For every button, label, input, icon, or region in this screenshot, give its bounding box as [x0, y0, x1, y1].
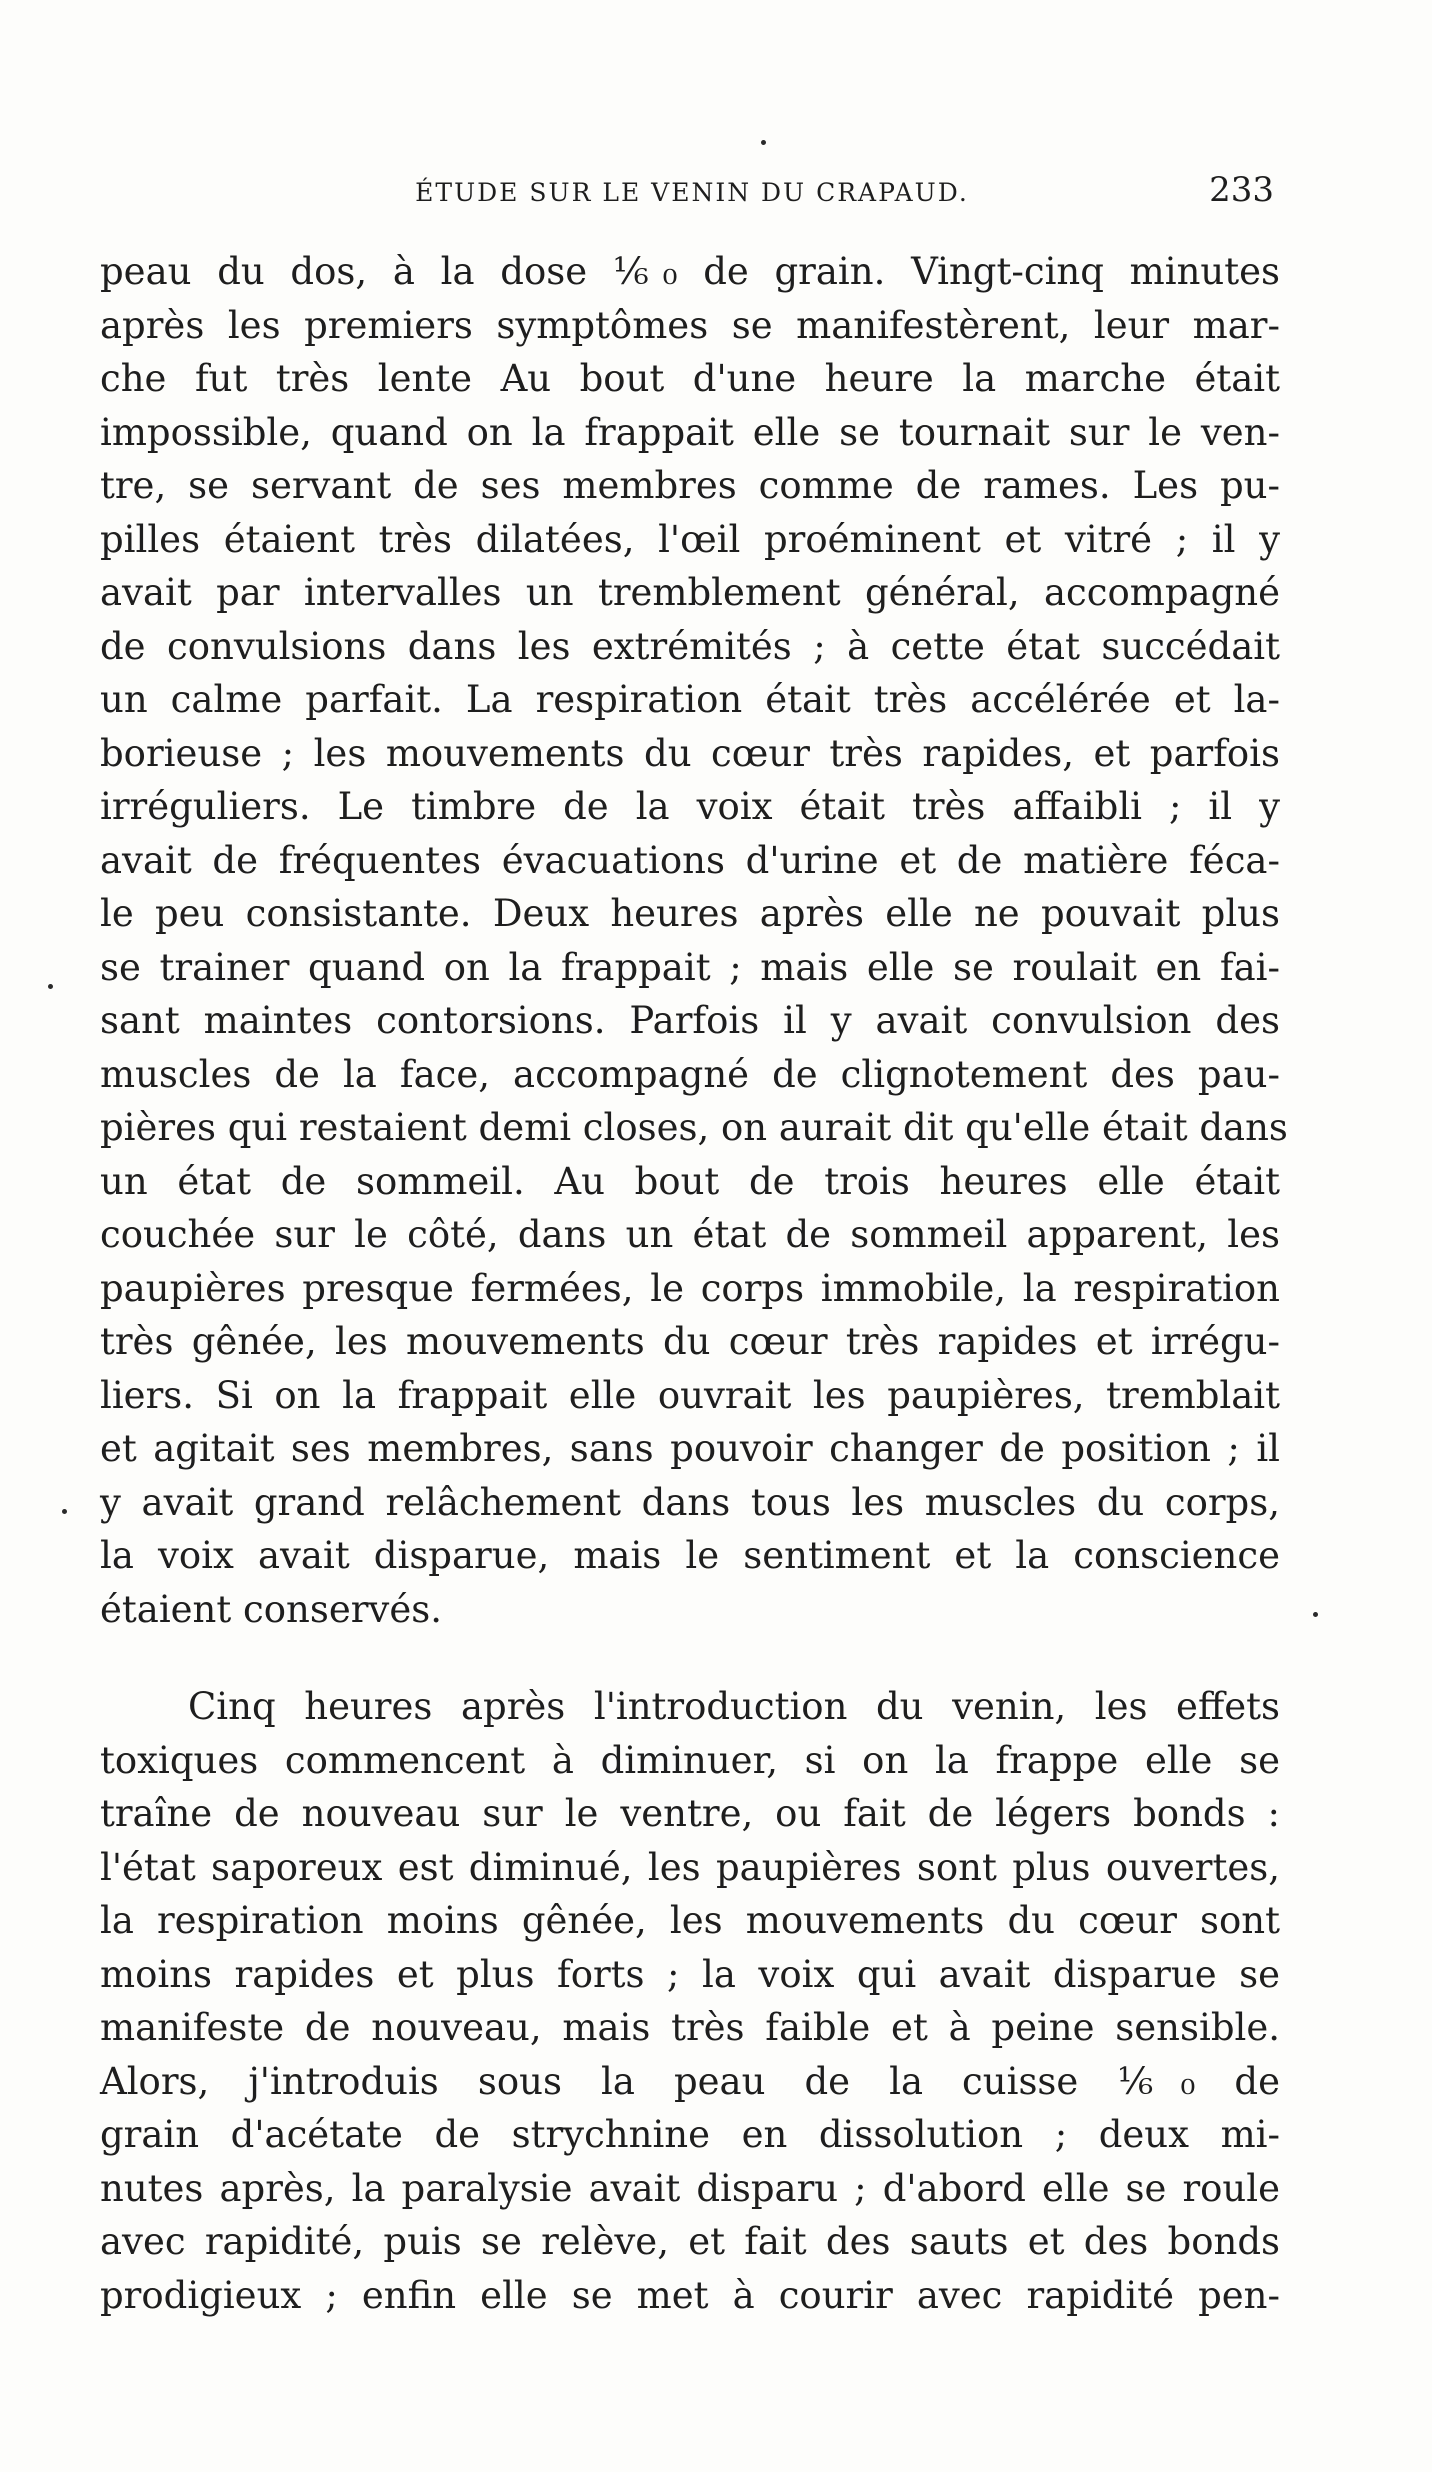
text-line: se trainer quand on la frappait ; mais elle se roulait en fai- — [100, 945, 1280, 989]
text-line: impossible, quand on la frappait elle se tournait sur le ven- — [100, 410, 1280, 454]
paragraph-2 — [100, 1680, 1280, 2322]
page-header — [96, 170, 1288, 222]
text-line: la respiration moins gênée, les mouvements du cœur sont — [100, 1899, 1280, 1942]
margin-speck — [62, 1509, 67, 1514]
text-line: irréguliers. Le timbre de la voix était très affaibli ; il y — [100, 785, 1280, 828]
text-line: traîne de nouveau sur le ventre, ou fait de légers bonds : — [100, 1792, 1280, 1835]
text-line: muscles de la face, accompagné de clignotement des pau- — [100, 1052, 1280, 1096]
text-line: couchée sur le côté, dans un état de sommeil apparent, les — [100, 1213, 1280, 1256]
text-line: pières qui restaient demi closes, on aurait dit qu'elle était dans — [100, 1106, 1288, 1149]
text-line: de convulsions dans les extrémités ; à cette état succédait — [100, 624, 1280, 668]
running-title: ÉTUDE SUR LE VENIN DU CRAPAUD. — [415, 178, 969, 207]
text-line: prodigieux ; enfin elle se met à courir avec rapidité pen- — [100, 2273, 1280, 2317]
text-line: che fut très lente Au bout d'une heure la marche était — [100, 357, 1280, 400]
body-text — [100, 245, 1288, 2322]
text-line: la voix avait disparue, mais le sentiment et la conscience — [100, 1534, 1280, 1577]
text-line: un état de sommeil. Au bout de trois heures elle était — [100, 1159, 1280, 1203]
text-line: toxiques commencent à diminuer, si on la frappe elle se — [100, 1738, 1280, 1782]
page-number: 233 — [1209, 170, 1274, 210]
text-line: l'état saporeux est diminué, les paupières sont plus ouvertes, — [100, 1845, 1280, 1889]
text-line: avait par intervalles un tremblement général, accompagné — [100, 571, 1280, 614]
text-line: y avait grand relâchement dans tous les muscles du corps, — [100, 1480, 1280, 1524]
text-line: liers. Si on la frappait elle ouvrait les paupières, tremblait — [100, 1373, 1280, 1417]
text-line: manifeste de nouveau, mais très faible et à peine sensible. — [100, 2006, 1280, 2049]
margin-speck — [48, 984, 53, 989]
text-line: Cinq heures après l'introduction du venin, les effets — [188, 1685, 1280, 1728]
text-line: grain d'acétate de strychnine en dissolution ; deux mi- — [100, 2113, 1280, 2156]
text-line: étaient conservés. — [100, 1587, 442, 1631]
text-line: sant maintes contorsions. Parfois il y avait convulsion des — [100, 999, 1280, 1042]
text-line: moins rapides et plus forts ; la voix qui avait disparue se — [100, 1952, 1280, 1996]
text-line: très gênée, les mouvements du cœur très rapides et irrégu- — [100, 1320, 1280, 1363]
text-line: pilles étaient très dilatées, l'œil proéminent et vitré ; il y — [100, 517, 1280, 561]
text-line: peau du dos, à la dose ⅙₀ de grain. Vingt-cinq minutes — [100, 250, 1280, 293]
text-line: nutes après, la paralysie avait disparu ; d'abord elle se roule — [100, 2166, 1280, 2210]
margin-speck — [761, 140, 766, 145]
margin-speck — [1313, 1612, 1318, 1617]
text-line: après les premiers symptômes se manifestèrent, leur mar- — [100, 303, 1280, 347]
text-line: avait de fréquentes évacuations d'urine et de matière féca- — [100, 838, 1280, 882]
text-line: un calme parfait. La respiration était très accélérée et la- — [100, 678, 1280, 721]
text-line: borieuse ; les mouvements du cœur très rapides, et parfois — [100, 731, 1280, 775]
text-line: paupières presque fermées, le corps immobile, la respiration — [100, 1266, 1280, 1310]
paragraph-1 — [100, 245, 1288, 1636]
paragraph-gap — [100, 1636, 1280, 1680]
text-line: et agitait ses membres, sans pouvoir changer de position ; il — [100, 1427, 1280, 1470]
text-line: avec rapidité, puis se relève, et fait des sauts et des bonds — [100, 2220, 1280, 2263]
text-line: le peu consistante. Deux heures après elle ne pouvait plus — [100, 892, 1280, 935]
text-line: Alors, j'introduis sous la peau de la cuisse ⅙₀ de — [100, 2059, 1280, 2103]
text-line: tre, se servant de ses membres comme de rames. Les pu- — [100, 464, 1280, 507]
